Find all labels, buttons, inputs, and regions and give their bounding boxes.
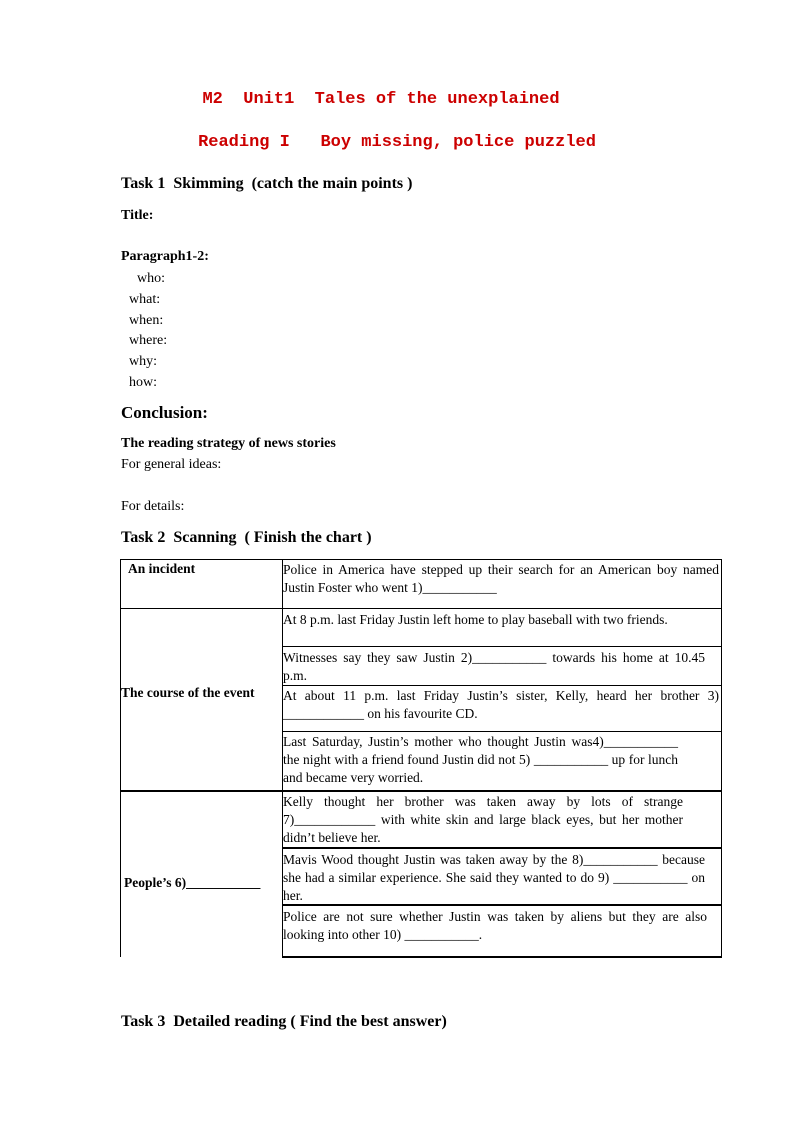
task1-heading: Task 1 Skimming (catch the main points ) <box>121 175 413 192</box>
document-title: M2 Unit1 Tales of the unexplained <box>202 90 560 109</box>
people-item-1: Kelly thought her brother was taken away by lots of strange 7)____________ with white skin and large black eyes, but her mother didn’t believe her. <box>283 794 683 845</box>
table-border <box>721 559 722 957</box>
course-item-4: Last Saturday, Justin’s mother who thought Justin was4)___________ the night with a friend found Justin did not 5) ___________ up for lunch and became very worried. <box>283 734 678 785</box>
table-border <box>120 559 722 560</box>
task2-heading: Task 2 Scanning ( Finish the chart ) <box>121 529 372 546</box>
strategy-label: The reading strategy of news stories <box>121 436 336 451</box>
question-how: how: <box>129 375 157 390</box>
incident-text: Police in America have stepped up their search for an American boy named Justin Foster who went 1)___________ <box>283 562 719 595</box>
table-divider <box>282 646 722 647</box>
course-item-2: Witnesses say they saw Justin 2)___________ towards his home at 10.45 p.m. <box>283 650 705 683</box>
question-what: what: <box>129 292 161 307</box>
task3-heading: Task 3 Detailed reading ( Find the best answer) <box>121 1013 447 1030</box>
course-item-1: At 8 p.m. last Friday Justin left home to play baseball with two friends. <box>283 612 668 627</box>
table-border <box>120 559 121 957</box>
course-label: The course of the event <box>121 685 255 700</box>
table-divider <box>282 685 722 686</box>
paragraph-label: Paragraph1-2: <box>121 249 209 264</box>
table-divider <box>120 608 722 609</box>
general-ideas-label: For general ideas: <box>121 457 222 472</box>
table-divider <box>282 731 722 732</box>
title-label: Title: <box>121 208 154 223</box>
document-subtitle: Reading I Boy missing, police puzzled <box>198 133 596 152</box>
people-item-3: Police are not sure whether Justin was taken by aliens but they are also looking into other 10) ___________. <box>283 909 707 942</box>
table-divider <box>120 790 722 792</box>
incident-label: An incident <box>128 561 196 576</box>
details-label: For details: <box>121 499 185 514</box>
question-why: why: <box>129 354 157 369</box>
people-label: People’s 6)___________ <box>124 875 261 890</box>
scanning-chart <box>120 559 722 957</box>
question-who: who: <box>137 271 165 286</box>
question-when: when: <box>129 313 164 328</box>
conclusion-label: Conclusion: <box>121 403 208 422</box>
question-where: where: <box>129 333 168 348</box>
table-border <box>282 956 722 958</box>
course-item-3: At about 11 p.m. last Friday Justin’s sister, Kelly, heard her brother 3) ____________ on his favourite CD. <box>283 688 719 721</box>
people-item-2: Mavis Wood thought Justin was taken away by the 8)___________ because she had a similar experience. She said they wanted to do 9) ___________ on her. <box>283 852 705 903</box>
table-divider <box>282 847 722 849</box>
